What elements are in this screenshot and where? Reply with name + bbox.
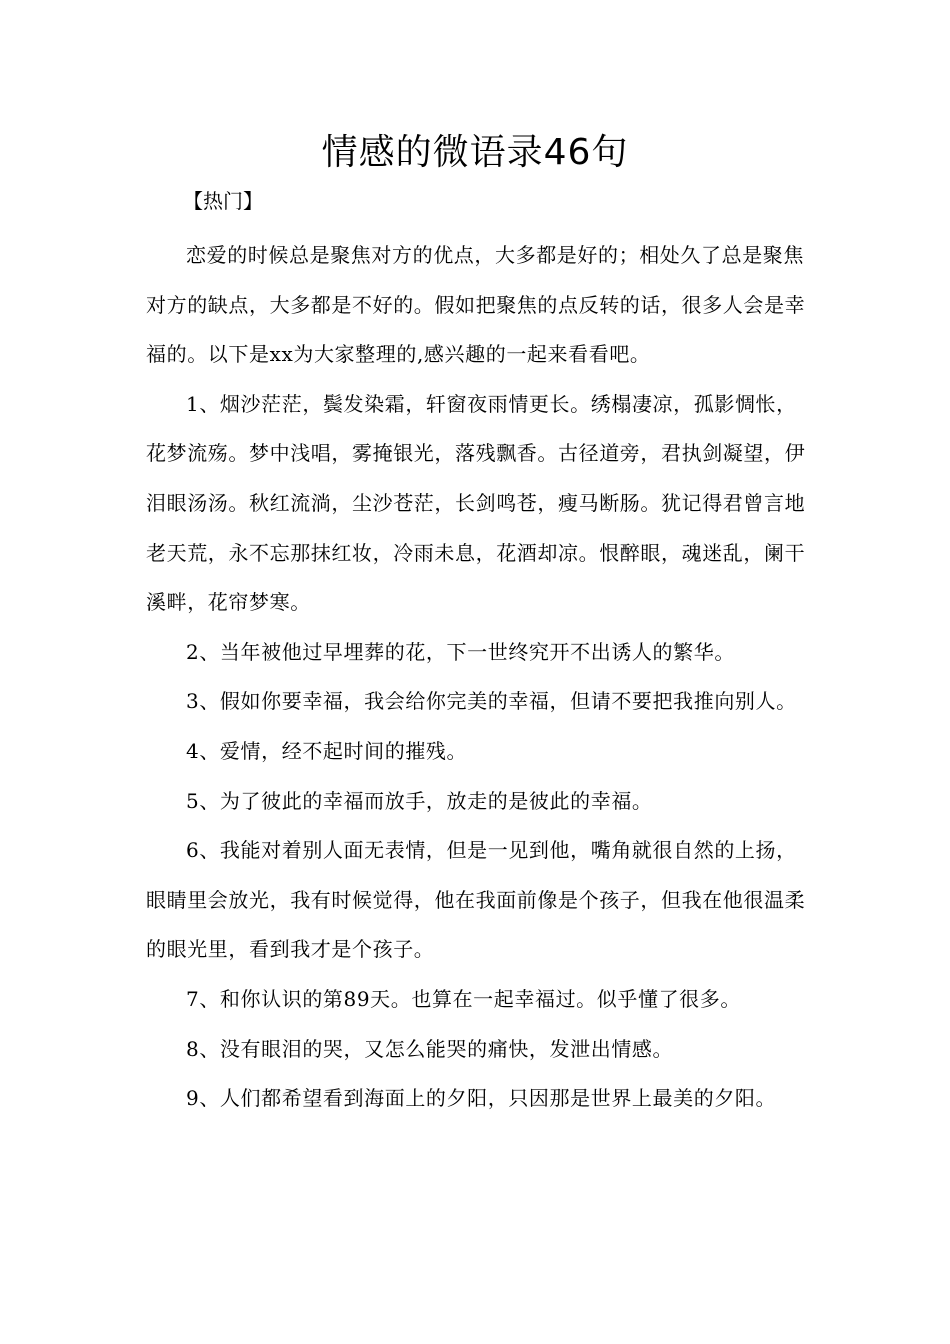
quote-item-7: 7、和你认识的第89天。也算在一起幸福过。似乎懂了很多。	[186, 986, 741, 1011]
quote-item-2: 2、当年被他过早埋葬的花，下一世终究开不出诱人的繁华。	[186, 639, 735, 664]
document-body	[146, 231, 811, 1124]
intro-paragraph: 恋爱的时候总是聚焦对方的优点，大多都是好的；相处久了总是聚焦对方的缺点，大多都是不好的。假如把聚焦的点反转的话，很多人会是幸福的。以下是xx为大家整理的,感兴趣的一起来看看吧。	[146, 243, 806, 367]
quote-item-8: 8、没有眼泪的哭，又怎么能哭的痛快，发泄出情感。	[186, 1036, 674, 1061]
quote-item-4: 4、爱情，经不起时间的摧残。	[186, 738, 468, 763]
quote-item-9: 9、人们都希望看到海面上的夕阳，只因那是世界上最美的夕阳。	[186, 1086, 777, 1111]
quote-item-6: 6、我能对着别人面无表情，但是一见到他，嘴角就很自然的上扬，眼睛里会放光，我有时候觉得，他在我面前像是个孩子，但我在他很温柔的眼光里，看到我才是个孩子。	[146, 838, 806, 962]
quote-item-1: 1、烟沙茫茫，鬓发染霜，轩窗夜雨情更长。绣榻凄凉，孤影惆怅，花梦流殇。梦中浅唱，雾掩银光，落残飘香。古径道旁，君执剑凝望，伊泪眼汤汤。秋红流淌，尘沙苍茫，长剑鸣苍，瘦马断肠。犹记得君曾言地老天荒，永不忘那抹红妆，冷雨未息，花酒却凉。恨醉眼，魂迷乱，阑干溪畔，花帘梦寒。	[146, 391, 806, 615]
quote-item-5: 5、为了彼此的幸福而放手，放走的是彼此的幸福。	[186, 788, 653, 813]
document-title: 情感的微语录46句	[321, 132, 629, 173]
quote-item-3: 3、假如你要幸福，我会给你完美的幸福，但请不要把我推向别人。	[186, 689, 797, 714]
hot-tag: 【热门】	[183, 189, 263, 213]
